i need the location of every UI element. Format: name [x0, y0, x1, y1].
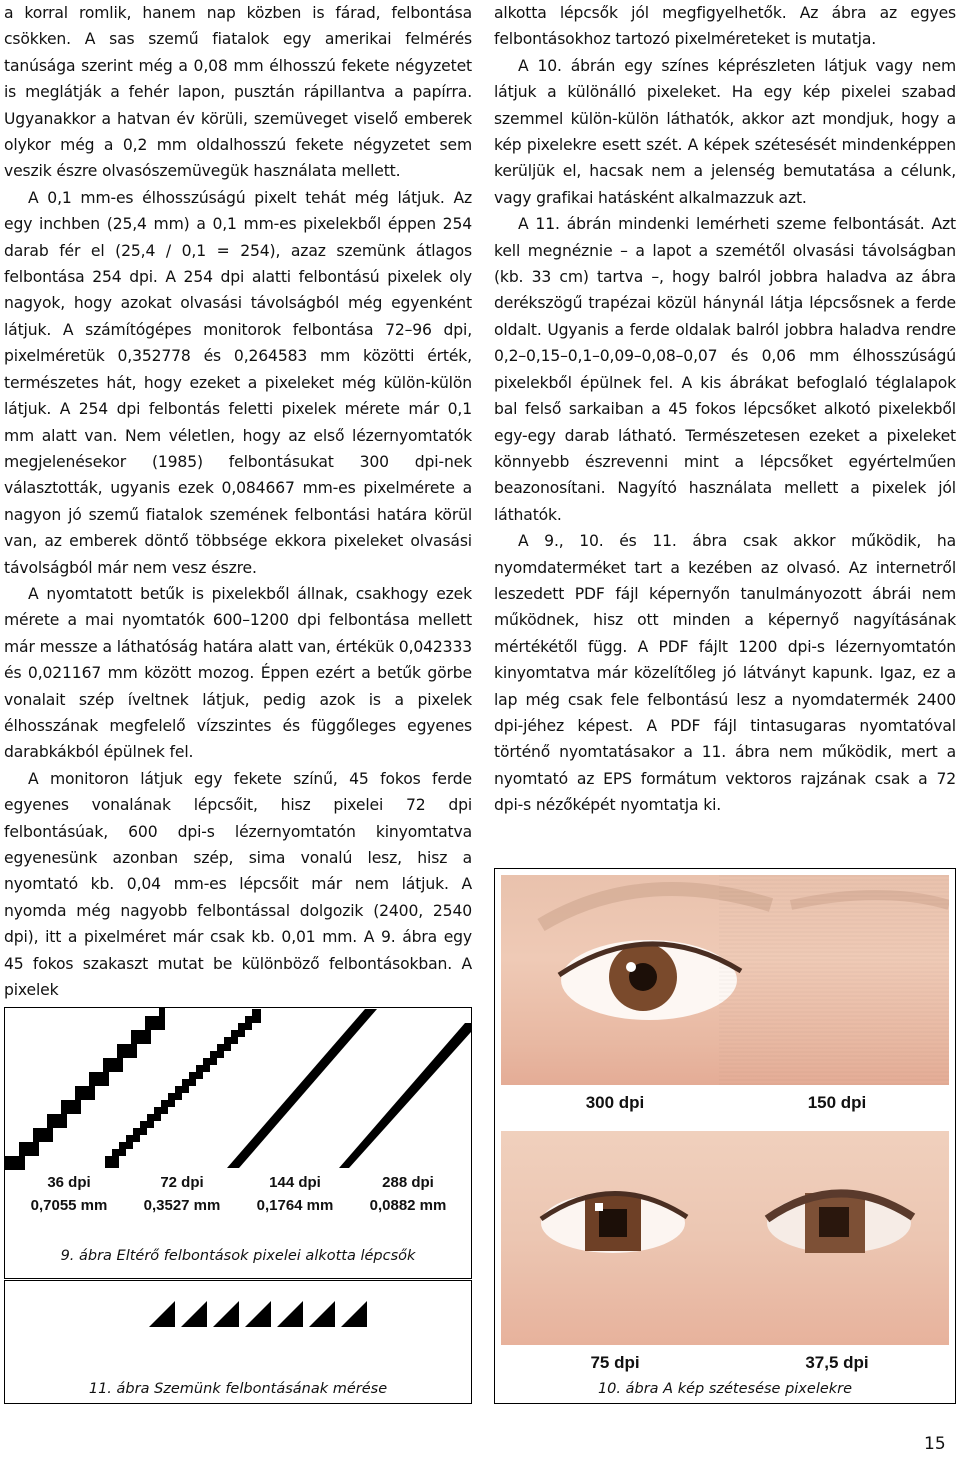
staircase-72dpi — [105, 1009, 261, 1168]
trapezoid-row-svg — [5, 1281, 471, 1371]
left-text-column — [4, 0, 472, 1003]
fig9-mm-label: 0,0882 mm — [369, 1197, 447, 1214]
figure-9-caption: 9. ábra Eltérő felbontások pixelei alkotta lépcsők — [60, 1248, 416, 1264]
fig9-dpi-label: 288 dpi — [382, 1174, 434, 1191]
figure-11-caption: 11. ábra Szemünk felbontásának mérése — [88, 1381, 388, 1397]
figure-9 — [4, 1007, 472, 1279]
staircase-lines-svg — [5, 1008, 471, 1278]
paragraph: A monitoron látjuk egy fekete színű, 45 fokos ferde egyenes vonalának lépcsőit, hisz pixelei 72 dpi felbontásúak, 600 dpi-s lézernyomtatón kinyomtatva egyenesünk azonban szép, sima vonalú lesz, hisz a nyomtató kb. 0,04 mm-es lépcsőit már nem látjuk. A nyomda még nagyobb felbontással dolgozik (2400, 2540 dpi), itt a pixelméret már csak kb. 0,01 mm. A 9. ábra egy 45 fokos szakaszt mutat be különböző felbontásokban. A pixelek — [4, 769, 472, 1000]
fig10-label: 300 dpi — [585, 1093, 645, 1112]
fig9-dpi-label: 36 dpi — [47, 1174, 91, 1191]
right-text-column — [494, 0, 956, 819]
paragraph: A 0,1 mm-es élhosszúságú pixelt tehát még látjuk. Az egy inchben (25,4 mm) a 0,1 mm-es pixelekből éppen 254 darab fér el (25,4 / 0,1 = 254), azaz szemünk átlagos felbontása 254 dpi. A 254 dpi alatti felbontású pixelek oly nagyok, hogy azokat olvasási távolságból még egyenként látjuk. A számítógépes monitorok felbontása 72–96 dpi, pixelméretük 0,352778 és 0,264583 mm közötti érték, természetes hát, hogy ezeket a pixeleket még külön-külön látjuk. A 254 dpi felbontás feletti pixelek mérete már 0,1 mm alatt van. Nem véletlen, hogy az első lézernyomtatók megjelenésekor (1985) felbontásukat 300 dpi-nek választották, ugyanis ezek 0,084667 mm-es pixelmérete a nagyon jó szemű fiatalok szemének felbontási határa körül van, az emberek döntő többsége ekkora pixeleket olvasási távolságból már nem vesz észre. — [4, 188, 472, 577]
fig9-mm-label: 0,7055 mm — [30, 1197, 108, 1214]
paragraph: A 11. ábrán mindenki lemérheti szeme felbontását. Azt kell megnéznie – a lapot a szemétől olvasási távolságban (kb. 33 cm) tartva –, hogy balról jobbra haladva az ábra derékszögű trapézai közül hánynál látja lépcsősnek a ferde oldalt. Ugyanis a ferde oldalak balról jobbra haladva rendre 0,2–0,15–0,1–0,09–0,08–0,07 és 0,06 mm élhosszúságú pixelekből épülnek fel. A kis ábrákat befoglaló téglalapok bal felső sarkaiban a 45 fokos lépcsőket alkotó pixelekből egy-egy darab látható. Természetesen ezeket a pixeleket könnyebb észrevenni mint a lépcsőket egyértelműen beazonosítani. Nagyító használata mellett a pixelek jól láthatók. — [494, 215, 956, 524]
staircase-288dpi — [339, 1023, 471, 1168]
fig10-label: 150 dpi — [807, 1093, 867, 1112]
page-number: 15 — [924, 1434, 946, 1454]
staircase-144dpi — [227, 1009, 377, 1168]
paragraph: A nyomtatott betűk is pixelekből állnak, csakhogy ezek mérete a mai nyomtatók 600–1200 dpi felbontása mellett már messze a láthatóság határa alatt van, értékük 0,042333 és 0,021167 mm között mozog. Éppen ezért a betűk görbe vonalait szép íveltnek látjuk, pedig azok is a pixelek élhosszának megfelelő vízszintes és függőleges egyenes darabkákból épülnek fel. — [4, 584, 472, 762]
fig9-mm-label: 0,1764 mm — [256, 1197, 334, 1214]
figure-11 — [4, 1280, 472, 1404]
fig10-label: 75 dpi — [590, 1353, 640, 1372]
eye-photo-75dpi — [501, 1131, 949, 1345]
fig10-label: 37,5 dpi — [805, 1353, 869, 1372]
paragraph: A 9., 10. és 11. ábra csak akkor működik, ha nyomdaterméket tart a kezében az olvasó. Az internetről leszedett PDF fájl képernyőn tanulmányozott ábrái nem működnek, hisz ott minden a képernyő nagyításának mértékétől függ. A PDF fájlt 1200 dpi-s lézernyomtatón kinyomtatva már közelítőleg jó látványt kapunk. Igaz, ez a lap még csak fele felbontású lesz a nyomdatermék 2400 dpi-jéhez képest. A PDF fájl tintasugaras nyomtatóval történő nyomtatásakor a 11. ábra nem működik, mert a nyomtató az EPS formátum vektoros rajzának csak a 72 dpi-s nézőképét nyomtatja ki. — [494, 532, 956, 815]
eye-photo-150dpi — [719, 875, 949, 1085]
fig9-dpi-label: 72 dpi — [160, 1174, 204, 1191]
fig9-mm-label: 0,3527 mm — [143, 1197, 221, 1214]
staircase-36dpi — [5, 1008, 165, 1170]
figure-10-caption: 10. ábra A kép szétesése pixelekre — [597, 1381, 853, 1397]
paragraph: a korral romlik, hanem nap közben is fárad, felbontása csökken. A sas szemű fiatalok egy amerikai felmérés tanúsága szerint még a 0,08 mm élhosszú fekete négyzetet is meglátják a fehér lapon, pusztán rápillantva a papírra. Ugyanakkor a hatvan év körüli, szemüveget viselő emberek olykor még a 0,2 mm oldalhosszú fekete négyzetet sem veszik észre olvasószemüvegük használata mellett. — [4, 4, 472, 181]
paragraph: A 10. ábrán egy színes képrészleten látjuk vagy nem látjuk a különálló pixeleket. Ha egy kép pixelei szabad szemmel külön-külön láthatók, akkor azt mondjuk, hogy a kép pixelekre esett szét. A képek szétesését mindenképpen kerüljük el, hacsak nem a jelenség bemutatása a célunk, vagy grafikai hatásként alkalmazzuk azt. — [494, 56, 956, 207]
fig9-dpi-label: 144 dpi — [269, 1174, 321, 1191]
figure-10 — [494, 868, 956, 1404]
paragraph: alkotta lépcsők jól megfigyelhetők. Az ábra az egyes felbontásokhoz tartozó pixelméreteket is mutatja. — [494, 4, 956, 49]
